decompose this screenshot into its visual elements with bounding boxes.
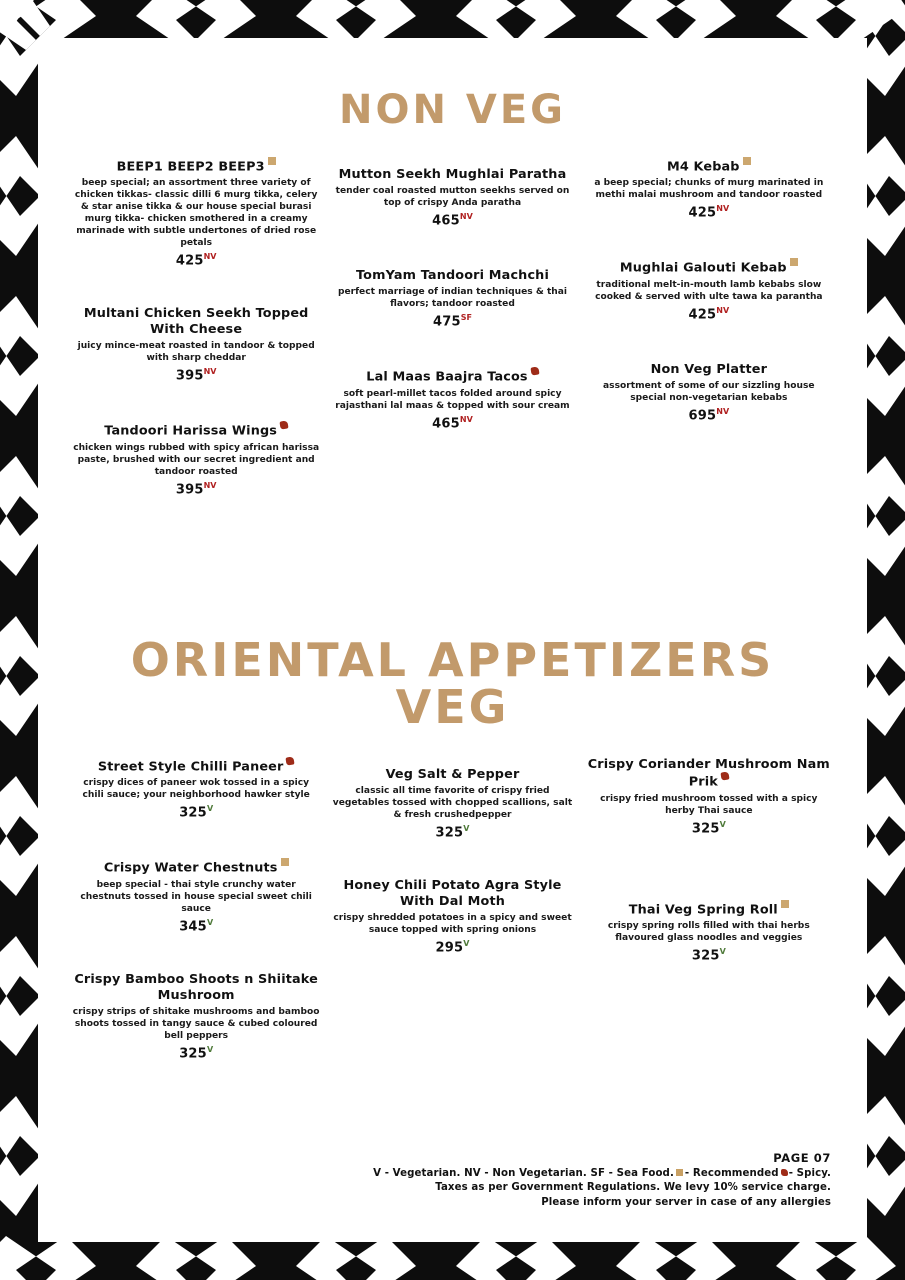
menu-item-description: tender coal roasted mutton seekhs served on top of crispy Anda paratha	[335, 185, 570, 208]
menu-item-price	[68, 252, 324, 268]
diet-tag: NV	[716, 204, 730, 214]
diet-tag: V	[463, 938, 470, 948]
menu-item-description: crispy fried mushroom tossed with a spicy herby Thai sauce	[600, 793, 818, 816]
menu-item-name	[581, 757, 837, 790]
non-veg-column-2	[324, 157, 580, 517]
section-title-oriental-appetizers	[38, 632, 867, 734]
menu-item[interactable]	[581, 900, 837, 964]
menu-item-price	[324, 415, 580, 431]
menu-item[interactable]	[68, 306, 324, 383]
menu-item-name-text: Tandoori Harissa Wings	[104, 423, 278, 439]
menu-item-name: Honey Chili Potato Agra Style With Dal Moth	[343, 878, 562, 909]
menu-item-name-text: Crispy Coriander Mushroom Nam Prik	[587, 756, 830, 790]
veg-column-1	[68, 757, 324, 1081]
menu-item-name: TomYam Tandoori Machchi	[355, 268, 549, 284]
veg-columns	[38, 757, 867, 1081]
recommended-icon	[281, 858, 289, 866]
menu-item-price	[68, 1045, 324, 1061]
price-value: 325	[691, 820, 720, 836]
menu-item-price	[581, 947, 837, 963]
price-value: 695	[688, 408, 717, 424]
diet-tag: NV	[203, 252, 217, 262]
menu-item-name-text: BEEP1 BEEP2 BEEP3	[116, 159, 265, 175]
menu-item[interactable]	[324, 765, 580, 840]
menu-item-name	[98, 757, 295, 775]
price-value: 325	[691, 948, 720, 964]
menu-item-name	[620, 258, 798, 276]
legend-recommended-label: - Recommended	[684, 1167, 779, 1179]
menu-item-name: Multani Chicken Seekh Topped With Cheese	[83, 306, 309, 337]
menu-item-name-text: Lal Maas Baajra Tacos	[366, 369, 528, 385]
menu-item-price	[324, 313, 580, 329]
menu-item-description: beep special; an assortment three variety of chicken tikkas- classic dilli 6 murg tikka, celery & star anise tikka & our house special burasi murg tikka- chicken smothered in a creamy marinade with subtle undertones of dried rose petals	[74, 178, 318, 249]
diet-tag: NV	[459, 414, 473, 424]
diet-tag: V	[719, 819, 726, 829]
recommended-icon	[676, 1169, 683, 1176]
menu-item[interactable]	[68, 157, 324, 269]
menu-item-price	[68, 481, 324, 497]
price-value: 465	[432, 213, 460, 229]
menu-item[interactable]	[581, 757, 837, 836]
menu-item-name-text: Crispy Water Chestnuts	[103, 860, 278, 876]
diet-tag: SF	[460, 313, 472, 323]
diet-tag: NV	[716, 305, 730, 315]
menu-item[interactable]	[68, 757, 324, 821]
price-value: 425	[688, 306, 717, 322]
menu-item-name	[104, 421, 288, 439]
menu-item-price	[581, 306, 837, 322]
menu-item-price	[581, 407, 837, 423]
diet-tag: NV	[716, 406, 730, 416]
veg-column-2	[324, 757, 580, 1081]
spicy-icon	[781, 1169, 788, 1176]
non-veg-column-1	[68, 157, 324, 517]
menu-item-description: crispy strips of shitake mushrooms and bamboo shoots tossed in tangy sauce & cubed coloured bell peppers	[72, 1006, 320, 1041]
menu-item[interactable]	[324, 878, 580, 955]
menu-item-name	[667, 157, 751, 175]
menu-item[interactable]	[68, 421, 324, 497]
menu-item-price	[324, 824, 580, 840]
menu-item-name	[117, 157, 276, 175]
recommended-icon	[743, 157, 751, 165]
recommended-icon	[781, 900, 789, 908]
price-value: 325	[179, 1045, 207, 1061]
menu-item[interactable]	[324, 165, 580, 228]
menu-item[interactable]	[324, 367, 580, 431]
menu-item-name: Crispy Bamboo Shoots n Shiitake Mushroom	[74, 971, 318, 1003]
menu-item-price	[68, 367, 324, 383]
menu-item-name-text: M4 Kebab	[667, 159, 740, 175]
diet-tag: V	[206, 1044, 214, 1054]
veg-column-3	[581, 757, 837, 1081]
menu-item-name	[366, 367, 538, 385]
diet-tag: NV	[203, 367, 217, 376]
price-value: 425	[175, 253, 204, 269]
menu-item[interactable]	[324, 266, 580, 329]
diet-tag: V	[719, 947, 726, 957]
menu-item-name-text: Thai Veg Spring Roll	[628, 902, 778, 918]
menu-item-name	[629, 900, 789, 918]
menu-item-description: perfect marriage of indian techniques & thai flavors; tandoor roasted	[337, 287, 568, 310]
menu-item-price	[324, 939, 580, 955]
menu-item-price	[68, 804, 324, 820]
menu-item-description: a beep special; chunks of murg marinated in methi malai mushroom and tandoor roasted	[594, 178, 824, 201]
menu-item-description: traditional melt-in-mouth lamb kebabs slow cooked & served with ulte tawa ka parantha	[595, 279, 823, 302]
menu-item-price	[581, 820, 837, 836]
menu-item[interactable]	[581, 258, 837, 322]
menu-item-name	[104, 858, 289, 876]
section-title-non-veg: NON VEG	[339, 87, 566, 133]
non-veg-columns	[38, 157, 867, 517]
menu-item-description: soft pearl-millet tacos folded around spicy rajasthani lal maas & topped with sour cream	[335, 388, 570, 411]
menu-item-name: Mutton Seekh Mughlai Paratha	[338, 166, 567, 182]
price-value: 425	[688, 205, 717, 221]
price-value: 345	[179, 918, 207, 934]
menu-item-description: crispy shredded potatoes in a spicy and sweet sauce topped with spring onions	[333, 912, 572, 935]
diet-tag: NV	[203, 480, 217, 490]
legend-line-1	[373, 1167, 831, 1181]
menu-item-name-text: Street Style Chilli Paneer	[97, 759, 284, 774]
price-value: 395	[175, 368, 204, 384]
menu-item[interactable]	[581, 360, 837, 423]
menu-item-description: crispy spring rolls filled with thai herbs flavoured glass noodles and veggies	[607, 921, 810, 944]
legend-line-2: Taxes as per Government Regulations. We levy 10% service charge.	[435, 1182, 831, 1194]
menu-item-description: classic all time favorite of crispy fried vegetables tossed with chopped scallions, salt & fresh crushedpepper	[332, 785, 573, 820]
menu-item-name-text: Mughlai Galouti Kebab	[619, 260, 787, 276]
spicy-icon	[720, 772, 729, 781]
legend-diet-codes: V - Vegetarian. NV - Non Vegetarian. SF - Sea Food.	[373, 1167, 674, 1179]
menu-item-price	[324, 212, 580, 228]
spicy-icon	[530, 367, 539, 376]
menu-footer	[373, 1151, 831, 1210]
diet-tag: V	[206, 804, 214, 813]
recommended-icon	[790, 258, 798, 266]
price-value: 395	[175, 481, 204, 497]
menu-sheet	[38, 38, 867, 1242]
price-value: 325	[179, 805, 207, 821]
diet-tag: V	[206, 917, 214, 927]
legend-line-3: Please inform your server in case of any allergies	[541, 1196, 831, 1208]
diet-tag: V	[463, 823, 470, 833]
menu-item-name: Veg Salt & Pepper	[385, 766, 520, 782]
diet-tag: NV	[459, 211, 473, 221]
spicy-icon	[286, 756, 295, 765]
menu-item-description: beep special - thai style crunchy water chestnuts tossed in house special sweet chili sauce	[80, 879, 312, 914]
menu-item-description: assortment of some of our sizzling house special non-vegetarian kebabs	[603, 380, 815, 403]
menu-item-description: chicken wings rubbed with spicy african harissa paste, brushed with our secret ingredient and tandoor roasted	[73, 442, 320, 477]
menu-item[interactable]	[581, 157, 837, 221]
menu-item[interactable]	[68, 972, 324, 1061]
menu-item-description: juicy mince-meat roasted in tandoor & topped with sharp cheddar	[77, 341, 315, 363]
menu-item-name: Non Veg Platter	[650, 361, 768, 377]
menu-item-price	[581, 204, 837, 220]
price-value: 325	[435, 825, 464, 841]
non-veg-column-3	[581, 157, 837, 517]
price-value: 465	[432, 416, 460, 432]
menu-item-description: crispy dices of paneer wok tossed in a spicy chili sauce; your neighborhood hawker style	[82, 778, 310, 800]
spicy-icon	[280, 421, 289, 430]
section-title-line-1: ORIENTAL APPETIZERS	[130, 632, 775, 687]
page-number: PAGE 07	[773, 1150, 831, 1165]
menu-item[interactable]	[68, 858, 324, 934]
price-value: 295	[435, 940, 464, 955]
recommended-icon	[268, 157, 276, 165]
menu-item-price	[68, 918, 324, 934]
legend-spicy-label: - Spicy.	[788, 1167, 831, 1179]
section-title-line-2: VEG	[395, 679, 510, 734]
price-value: 475	[433, 314, 461, 330]
